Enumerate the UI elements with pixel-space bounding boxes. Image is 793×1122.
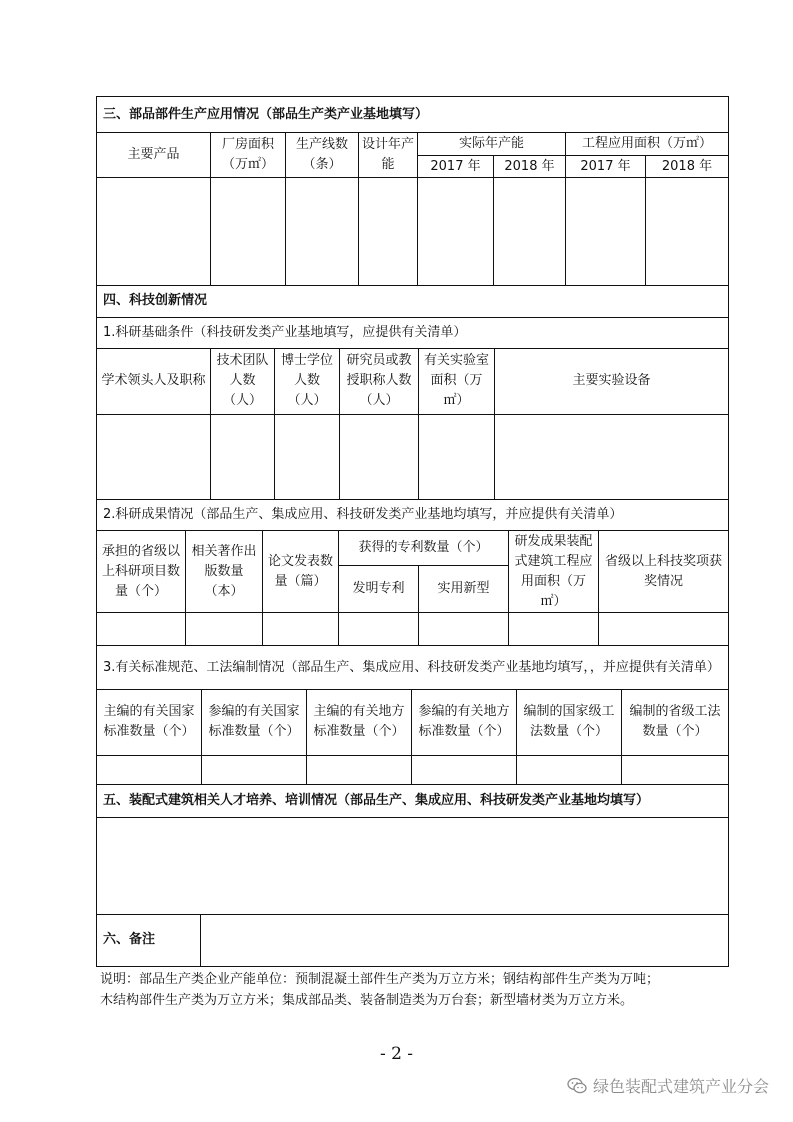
header-national-std-chief: 主编的有关国家标准数量（个） bbox=[97, 689, 202, 755]
note-text bbox=[100, 969, 740, 1011]
input-cell[interactable] bbox=[599, 613, 729, 646]
section5-title: 五、装配式建筑相关人才培养、培训情况（部品生产、集成应用、科技研发类产业基地均填写） bbox=[97, 785, 729, 818]
header-year-2018: 2018 年 bbox=[494, 156, 566, 178]
section6-label: 六、备注 bbox=[97, 915, 201, 966]
header-lab-area: 有关实验室面积（万㎡） bbox=[419, 348, 495, 414]
input-cell[interactable] bbox=[494, 178, 566, 286]
note-line-2: 木结构部件生产类为万立方米；集成部品类、装备制造类为万台套；新型墙材类为万立方米。 bbox=[100, 993, 634, 1008]
header-awards: 省级以上科技奖项获奖情况 bbox=[599, 531, 729, 613]
section4-sub3-table bbox=[96, 646, 729, 785]
header-local-std-participant: 参编的有关地方标准数量（个） bbox=[412, 689, 517, 755]
header-main-product: 主要产品 bbox=[97, 133, 211, 178]
section4-sub1-title: 1.科研基础条件（科技研发类产业基地填写，应提供有关清单） bbox=[97, 317, 729, 348]
header-year-2018: 2018 年 bbox=[646, 156, 729, 178]
input-cell[interactable] bbox=[186, 613, 263, 646]
header-lab-equipment: 主要实验设备 bbox=[495, 348, 729, 414]
input-cell[interactable] bbox=[412, 755, 517, 784]
form-document bbox=[96, 96, 728, 967]
watermark-text: 绿色装配式建筑产业分会 bbox=[592, 1077, 769, 1096]
input-cell[interactable] bbox=[97, 613, 186, 646]
input-cell[interactable] bbox=[97, 818, 729, 915]
input-cell[interactable] bbox=[418, 178, 494, 286]
input-cell[interactable] bbox=[622, 755, 729, 784]
section4-sub3-title: 3.有关标准规范、工法编制情况（部品生产、集成应用、科技研发类产业基地均填写，，并应提供有关清单） bbox=[97, 646, 729, 689]
input-cell[interactable] bbox=[517, 755, 622, 784]
header-research-projects: 承担的省级以上科研项目数量（个） bbox=[97, 531, 186, 613]
header-applied-area: 研发成果装配式建筑工程应用面积（万㎡） bbox=[509, 531, 599, 613]
input-cell[interactable] bbox=[495, 414, 729, 499]
header-actual-capacity: 实际年产能 bbox=[418, 133, 566, 156]
header-factory-area: 厂房面积（万㎡） bbox=[211, 133, 286, 178]
input-cell[interactable] bbox=[419, 414, 495, 499]
header-design-capacity: 设计年产能 bbox=[359, 133, 418, 178]
header-researcher-count: 研究员或教授职称人数（人） bbox=[340, 348, 419, 414]
input-cell[interactable] bbox=[509, 613, 599, 646]
section3-table bbox=[96, 96, 729, 286]
input-cell[interactable] bbox=[211, 178, 286, 286]
wechat-icon bbox=[567, 1077, 587, 1095]
section4-title: 四、科技创新情况 bbox=[97, 286, 729, 317]
input-cell[interactable] bbox=[97, 178, 211, 286]
header-line-count: 生产线数（条） bbox=[286, 133, 359, 178]
header-provincial-method: 编制的省级工法数量（个） bbox=[622, 689, 729, 755]
section4-sub2-title: 2.科研成果情况（部品生产、集成应用、科技研发类产业基地均填写，并应提供有关清单） bbox=[97, 500, 729, 531]
header-utility-model: 实用新型 bbox=[419, 566, 509, 613]
header-academic-leader: 学术领头人及职称 bbox=[97, 348, 211, 414]
page-number: - 2 - bbox=[379, 1044, 414, 1064]
input-cell[interactable] bbox=[286, 178, 359, 286]
input-cell[interactable] bbox=[340, 414, 419, 499]
section5-table bbox=[96, 785, 729, 916]
section4-sub1-table bbox=[96, 286, 729, 500]
input-cell[interactable] bbox=[307, 755, 412, 784]
header-local-std-chief: 主编的有关地方标准数量（个） bbox=[307, 689, 412, 755]
input-cell[interactable] bbox=[419, 613, 509, 646]
header-year-2017: 2017 年 bbox=[418, 156, 494, 178]
header-national-std-participant: 参编的有关国家标准数量（个） bbox=[202, 689, 307, 755]
section3-title: 三、部品部件生产应用情况（部品生产类产业基地填写） bbox=[97, 97, 729, 133]
header-phd-count: 博士学位人数（人） bbox=[275, 348, 340, 414]
header-books: 相关著作出版数量（本） bbox=[186, 531, 263, 613]
section6-table bbox=[96, 915, 729, 967]
input-cell[interactable] bbox=[275, 414, 340, 499]
header-invention-patent: 发明专利 bbox=[339, 566, 419, 613]
header-national-method: 编制的国家级工法数量（个） bbox=[517, 689, 622, 755]
remarks-input[interactable] bbox=[201, 915, 729, 966]
input-cell[interactable] bbox=[646, 178, 729, 286]
header-project-area: 工程应用面积（万㎡） bbox=[566, 133, 729, 156]
watermark bbox=[567, 1074, 769, 1097]
header-year-2017: 2017 年 bbox=[566, 156, 646, 178]
input-cell[interactable] bbox=[211, 414, 275, 499]
input-cell[interactable] bbox=[339, 613, 419, 646]
section4-sub2-table bbox=[96, 500, 729, 647]
input-cell[interactable] bbox=[202, 755, 307, 784]
input-cell[interactable] bbox=[97, 755, 202, 784]
input-cell[interactable] bbox=[359, 178, 418, 286]
input-cell[interactable] bbox=[263, 613, 339, 646]
input-cell[interactable] bbox=[566, 178, 646, 286]
header-tech-team: 技术团队人数（人） bbox=[211, 348, 275, 414]
header-patents: 获得的专利数量（个） bbox=[339, 531, 509, 566]
note-line-1: 说明：部品生产类企业产能单位：预制混凝土部件生产类为万立方米；钢结构部件生产类为万吨； bbox=[100, 972, 660, 987]
header-papers: 论文发表数量（篇） bbox=[263, 531, 339, 613]
input-cell[interactable] bbox=[97, 414, 211, 499]
